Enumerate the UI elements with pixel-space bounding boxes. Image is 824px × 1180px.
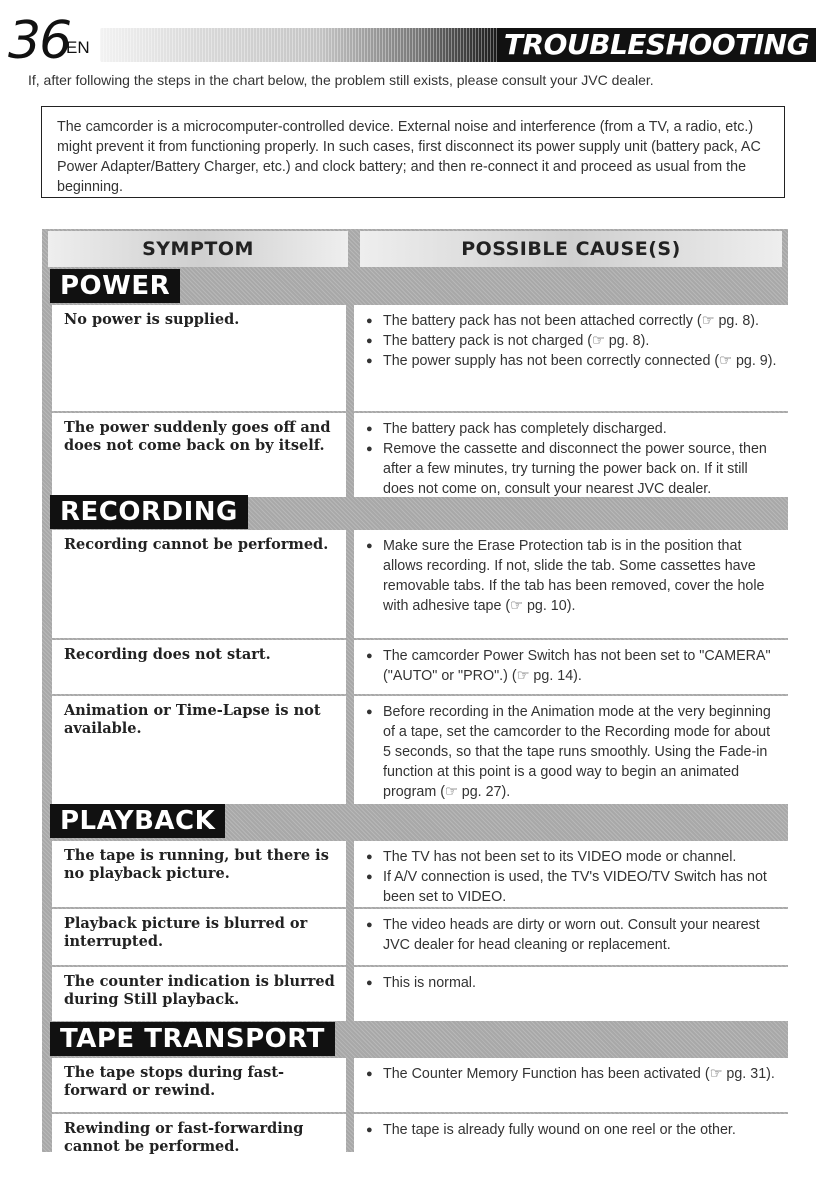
page-title: TROUBLESHOOTING bbox=[497, 28, 816, 62]
symptom-text: The tape is running, but there is no playback picture. bbox=[64, 847, 329, 882]
cause-item: ● The power supply has not been correctly connected (☞ pg. 9). bbox=[366, 351, 778, 371]
causes-cell bbox=[354, 1058, 788, 1112]
causes-cell bbox=[354, 640, 788, 694]
symptom-text: Recording cannot be performed. bbox=[64, 536, 329, 553]
cause-item: ● The battery pack has completely discharged. bbox=[366, 419, 778, 439]
page-number: 36 bbox=[8, 11, 71, 71]
causes-cell bbox=[354, 696, 788, 804]
cause-item: ● The tape is already fully wound on one reel or the other. bbox=[366, 1120, 778, 1140]
symptom-cell bbox=[52, 1058, 346, 1112]
cause-item: ● The battery pack has not been attached correctly (☞ pg. 8). bbox=[366, 311, 778, 331]
symptom-text: The tape stops during fast-forward or rewind. bbox=[64, 1064, 285, 1099]
symptom-text: Playback picture is blurred or interrupted. bbox=[64, 915, 308, 950]
column-header-symptom: SYMPTOM bbox=[48, 231, 348, 267]
cause-item: ● The video heads are dirty or worn out. Consult your nearest JVC dealer for head cleaning or replacement. bbox=[366, 915, 778, 955]
causes-cell bbox=[354, 305, 788, 411]
cause-item: ● The TV has not been set to its VIDEO mode or channel. bbox=[366, 847, 778, 867]
section-heading-tape-transport: TAPE TRANSPORT bbox=[50, 1022, 335, 1056]
causes-cell bbox=[354, 909, 788, 965]
symptom-cell bbox=[52, 305, 346, 411]
symptom-cell bbox=[52, 640, 346, 694]
header-gradient-band bbox=[100, 28, 498, 62]
causes-cell bbox=[354, 1114, 788, 1152]
symptom-text: Animation or Time-Lapse is not available. bbox=[64, 702, 321, 737]
symptom-cell bbox=[52, 530, 346, 638]
cause-item: ● The battery pack is not charged (☞ pg. 8). bbox=[366, 331, 778, 351]
causes-cell bbox=[354, 841, 788, 907]
symptom-cell bbox=[52, 413, 346, 497]
cause-item: ● Remove the cassette and disconnect the power source, then after a few minutes, try turning the power back on. If it still does not come on, consult your nearest JVC dealer. bbox=[366, 439, 778, 499]
symptom-text: Recording does not start. bbox=[64, 646, 271, 663]
symptom-cell bbox=[52, 909, 346, 965]
symptom-text: Rewinding or fast-forwarding cannot be performed. bbox=[64, 1120, 304, 1155]
causes-cell bbox=[354, 967, 788, 1021]
cause-item: ● The camcorder Power Switch has not been set to "CAMERA" ("AUTO" or "PRO".) (☞ pg. 14). bbox=[366, 646, 778, 686]
symptom-cell bbox=[52, 696, 346, 804]
cause-item: ● If A/V connection is used, the TV's VIDEO/TV Switch has not been set to VIDEO. bbox=[366, 867, 778, 907]
symptom-cell bbox=[52, 967, 346, 1021]
cause-item: ● This is normal. bbox=[366, 973, 778, 993]
page-header bbox=[0, 12, 824, 70]
symptom-text: The counter indication is blurred during Still playback. bbox=[64, 973, 335, 1008]
note-box bbox=[41, 106, 785, 198]
language-label: EN bbox=[66, 38, 90, 57]
symptom-text: No power is supplied. bbox=[64, 311, 240, 328]
troubleshooting-table bbox=[42, 229, 788, 1155]
section-heading-recording: RECORDING bbox=[50, 495, 248, 529]
note-text: The camcorder is a microcomputer-controlled device. External noise and interference (from a TV, a radio, etc.) might prevent it from functioning properly. In such cases, first disconnect its power supply unit (battery pack, AC Power Adapter/Battery Charger, etc.) and clock battery; and then re-connect it and proceed as usual from the beginning. bbox=[57, 119, 761, 195]
cause-item: ● The Counter Memory Function has been activated (☞ pg. 31). bbox=[366, 1064, 778, 1084]
symptom-cell bbox=[52, 841, 346, 907]
section-heading-power: POWER bbox=[50, 269, 180, 303]
symptom-text: The power suddenly goes off and does not come back on by itself. bbox=[64, 419, 331, 454]
cause-item: ● Make sure the Erase Protection tab is in the position that allows recording. If not, slide the tab. Some cassettes have removable tabs. If the tab has been removed, cover the hole with adhesive tape (☞ pg. 10). bbox=[366, 536, 778, 616]
column-header-causes: POSSIBLE CAUSE(S) bbox=[360, 231, 782, 267]
intro-text: If, after following the steps in the chart below, the problem still exists, please consult your JVC dealer. bbox=[28, 72, 654, 88]
symptom-cell bbox=[52, 1114, 346, 1155]
causes-cell bbox=[354, 530, 788, 638]
section-heading-playback: PLAYBACK bbox=[50, 804, 225, 838]
cause-item: ● Before recording in the Animation mode at the very beginning of a tape, set the camcorder to the Recording mode for about 5 seconds, so that the tape runs smoothly. Using the Fade-in function at this point is a good way to begin an animated program (☞ pg. 27). bbox=[366, 702, 778, 802]
causes-cell bbox=[354, 413, 788, 497]
